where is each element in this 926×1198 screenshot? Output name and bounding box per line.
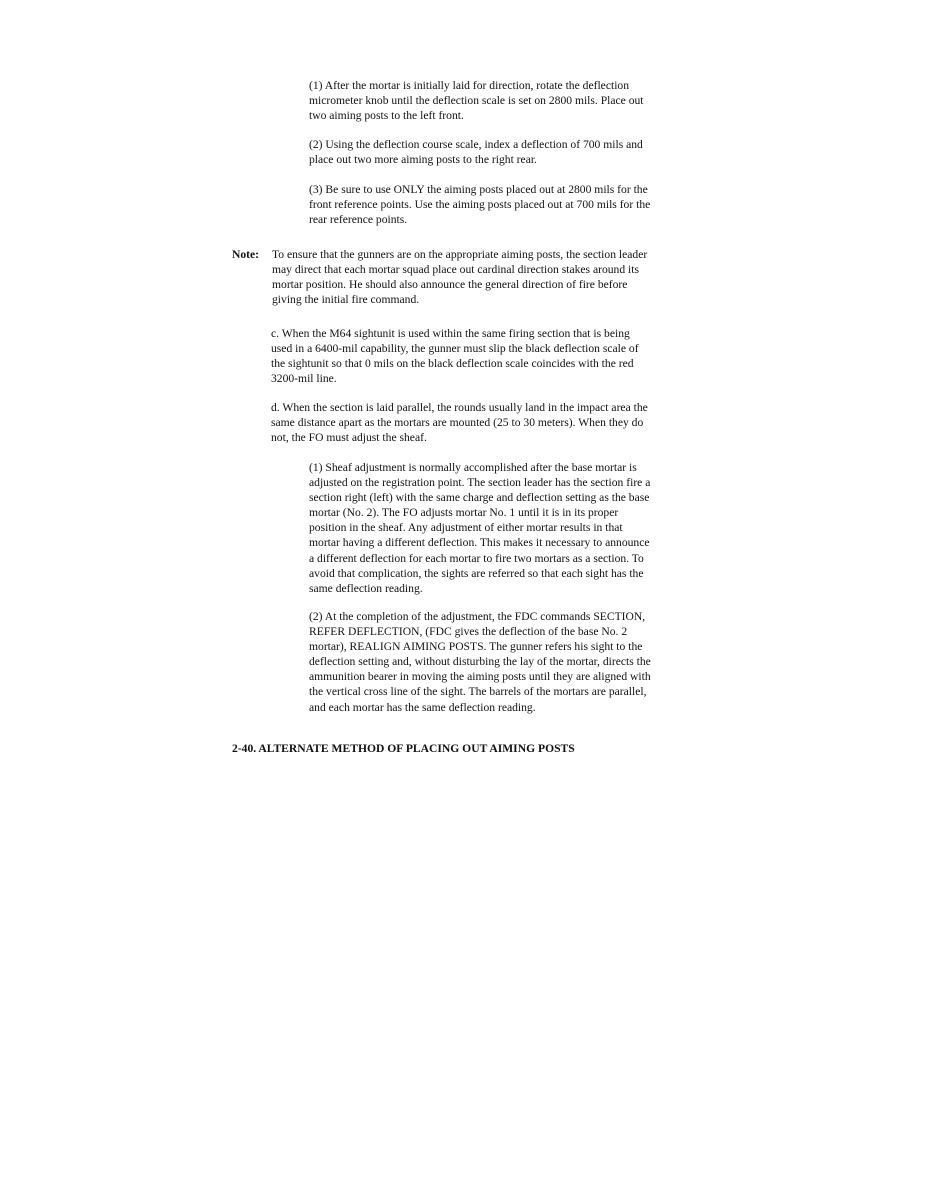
text-line: (2) Using the deflection course scale, index a deflection of 700 mils and	[309, 138, 643, 151]
text-line: deflection setting and, without disturbing the lay of the mortar, directs the	[309, 655, 651, 669]
text-line: a different deflection for each mortar to fire two mortars as a section. To	[309, 551, 644, 565]
text-line: d. When the section is laid parallel, the rounds usually land in the impact area the	[271, 401, 648, 414]
text-line: (3) Be sure to use ONLY the aiming posts placed out at 2800 mils for the	[309, 183, 648, 196]
text-line: (2) At the completion of the adjustment, the FDC commands SECTION,	[309, 610, 646, 623]
paragraph-d-1	[309, 460, 650, 596]
paragraph-2	[309, 137, 643, 167]
paragraph-3	[309, 182, 650, 227]
paragraph-d-2	[309, 609, 651, 715]
text-line: REFER DEFLECTION, (FDC gives the deflection of the base No. 2	[309, 625, 628, 639]
text-line: the vertical cross line of the sight. The barrels of the mortars are parallel,	[309, 685, 647, 699]
text-line: c. When the M64 sightunit is used within the same firing section that is being	[271, 327, 630, 340]
note-label: Note:	[232, 248, 260, 261]
text-line: the sightunit so that 0 mils on the black deflection scale coincides with the red	[271, 357, 634, 371]
paragraph-c	[271, 326, 639, 386]
text-line: adjusted on the registration point. The section leader has the section fire a	[309, 476, 651, 490]
text-line: ammunition bearer in moving the aiming posts until they are aligned with	[309, 670, 651, 684]
text-line: not, the FO must adjust the sheaf.	[271, 431, 427, 445]
text-line: section right (left) with the same charge and deflection setting as the base	[309, 491, 650, 505]
text-line: place out two more aiming posts to the right rear.	[309, 153, 537, 167]
text-line: (1) After the mortar is initially laid for direction, rotate the deflection	[309, 79, 630, 92]
text-line: same deflection reading.	[309, 581, 423, 595]
text-line: same distance apart as the mortars are mounted (25 to 30 meters). When they do	[271, 416, 644, 430]
text-line: (1) Sheaf adjustment is normally accomplished after the base mortar is	[309, 461, 637, 474]
paragraph-1	[309, 78, 644, 123]
text-line: position in the sheaf. Any adjustment of either mortar results in that	[309, 521, 623, 535]
text-line: mortar position. He should also announce the general direction of fire before	[272, 278, 628, 292]
text-line: 3200-mil line.	[271, 372, 337, 386]
text-line: avoid that complication, the sights are referred so that each sight has the	[309, 566, 644, 580]
text-line: two aiming posts to the left front.	[309, 109, 464, 123]
text-line: micrometer knob until the deflection scale is set on 2800 mils. Place out	[309, 94, 644, 108]
section-heading: 2-40. ALTERNATE METHOD OF PLACING OUT AIMING POSTS	[232, 742, 575, 755]
text-line: mortar having a different deflection. This makes it necessary to announce	[309, 536, 650, 550]
paragraph-d	[271, 400, 648, 445]
text-line: front reference points. Use the aiming posts placed out at 700 mils for the	[309, 198, 651, 212]
text-line: mortar (No. 2). The FO adjusts mortar No. 1 until it is in its proper	[309, 506, 619, 520]
text-line: mortar), REALIGN AIMING POSTS. The gunner refers his sight to the	[309, 640, 643, 654]
text-line: To ensure that the gunners are on the appropriate aiming posts, the section leader	[272, 248, 648, 261]
note-text	[272, 247, 647, 307]
text-line: giving the initial fire command.	[272, 293, 420, 307]
text-line: and each mortar has the same deflection reading.	[309, 700, 536, 714]
text-line: used in a 6400-mil capability, the gunner must slip the black deflection scale of	[271, 342, 639, 356]
text-line: rear reference points.	[309, 213, 408, 227]
text-line: may direct that each mortar squad place out cardinal direction stakes around its	[272, 263, 639, 277]
